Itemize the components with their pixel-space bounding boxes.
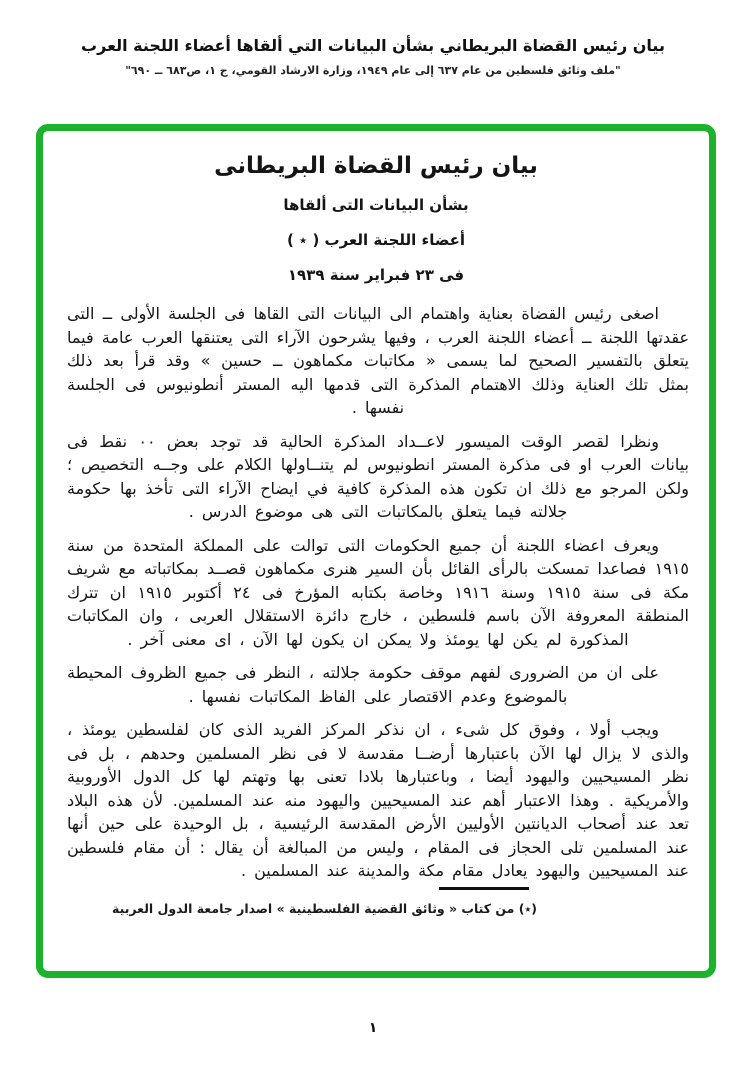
page-number: ١ [368,1020,378,1036]
page-header [0,36,746,77]
document-body [67,302,689,883]
footnote: (٭) من كتاب « وثائق القضية الفلسطينية » اصدار جامعة الدول العربية [112,901,537,916]
document-title-block [43,153,709,284]
paragraph: ويجب أولا ، وفوق كل شىء ، ان نذكر المركز الفريد الذى كان لفلسطين يومئذ ، والذى لا يزال لها الآن باعتبارها أرضــا مقدسة لا فى نظر المسلمين وحدهم ، بل فى نظر المسيحيين واليهود أيضا ، وباعتبارها بلادا تعنى بها وتهتم لها كل الدول الأوروبية والأمريكية . وهذا الاعتبار أهم عند المسيحيين واليهود منه عند المسلمين. لأن هذه البلاد تعد عند أصحاب الديانتين الأوليين الأرض المقدسة الرئيسية ، بل الوحيدة على حين أنها عند المسلمين تلى الحجاز فى المقام ، وليس من المبالغة أن يقال : أن مقام فلسطين عند المسيحيين واليهود يعادل مقام مكة والمدينة عند المسلمين . [67,720,689,880]
header-title: بيان رئيس القضاة البريطاني بشأن البيانات التي ألقاها أعضاء اللجنة العرب [81,36,665,55]
doc-title: بيان رئيس القضاة البريطانى [214,153,538,179]
paragraph: ونظرا لقصر الوقت الميسور لاعــداد المذكرة الحالية قد توجد بعض ٠٠ نقط فى بيانات العرب او فى مذكرة المستر انطونيوس لم يتنــاولها الكلام على وجــه التخصيص ؛ ولكن المرجو مع ذلك ان تكون هذه المذكرة كافية في ايضاح الآراء التى تأخذ بها حكومة جلالته فيما يتعلق بالمكاتبات التى هى موضوع الدرس . [67,431,689,521]
header-source-citation: "ملف وثائق فلسطين من عام ٦٣٧ إلى عام ١٩٤٩، وزارة الارشاد القومي، ج ١، ص٦٨٣ ــ ٦٩٠" [125,64,621,77]
paragraph: على ان من الضرورى لفهم موقف حكومة جلالته ، النظر فى جميع الظروف المحيطة بالموضوع وعدم الاقتصار على الفاظ المكاتبات نفسها . [67,663,659,706]
document-frame [36,124,716,978]
paragraph: اصغى رئيس القضاة بعناية واهتمام الى البيانات التى القاها فى الجلسة الأولى ــ التى عقدتها اللجنة ــ أعضاء اللجنة العرب ، وفيها يشرحون الآراء التى يعتنقها العرب عامة فيما يتعلق بالتفسير الصحيح لما يسمى « مكاتبات مكماهون ــ حسين » وقد قرأ بعد ذلك بمثل تلك العناية وذلك الاهتمام المذكرة التى قدمها اليه المستر أنطونيوس فى الجلسة نفسها . [67,304,689,417]
doc-subtitle-date: فى ٢٣ فبراير سنة ١٩٣٩ [287,266,465,284]
doc-subtitle-1: بشأن البيانات التى ألقاها [283,196,469,214]
footnote-separator [439,887,529,890]
doc-subtitle-2: أعضاء اللجنة العرب ( ٭ ) [286,231,466,249]
paragraph: ويعرف اعضاء اللجنة أن جميع الحكومات التى توالت على المملكة المتحدة من سنة ١٩١٥ فصاعدا تمسكت بالرأى القائل بأن السير هنرى مكماهون قصــد بمكاتباته مع شريف مكة فى سنة ١٩١٥ وسنة ١٩١٦ وخاصة بكتابه المؤرخ فى ٢٤ أكتوبر ١٩١٥ ان تترك المنطقة المعروفة الآن باسم فلسطين ، خارج دائرة الاستقلال العربى ، وان المكاتبات المذكورة لم يكن لها يومئذ ولا يمكن ان يكون لها الآن ، اى معنى آخر . [67,535,690,649]
